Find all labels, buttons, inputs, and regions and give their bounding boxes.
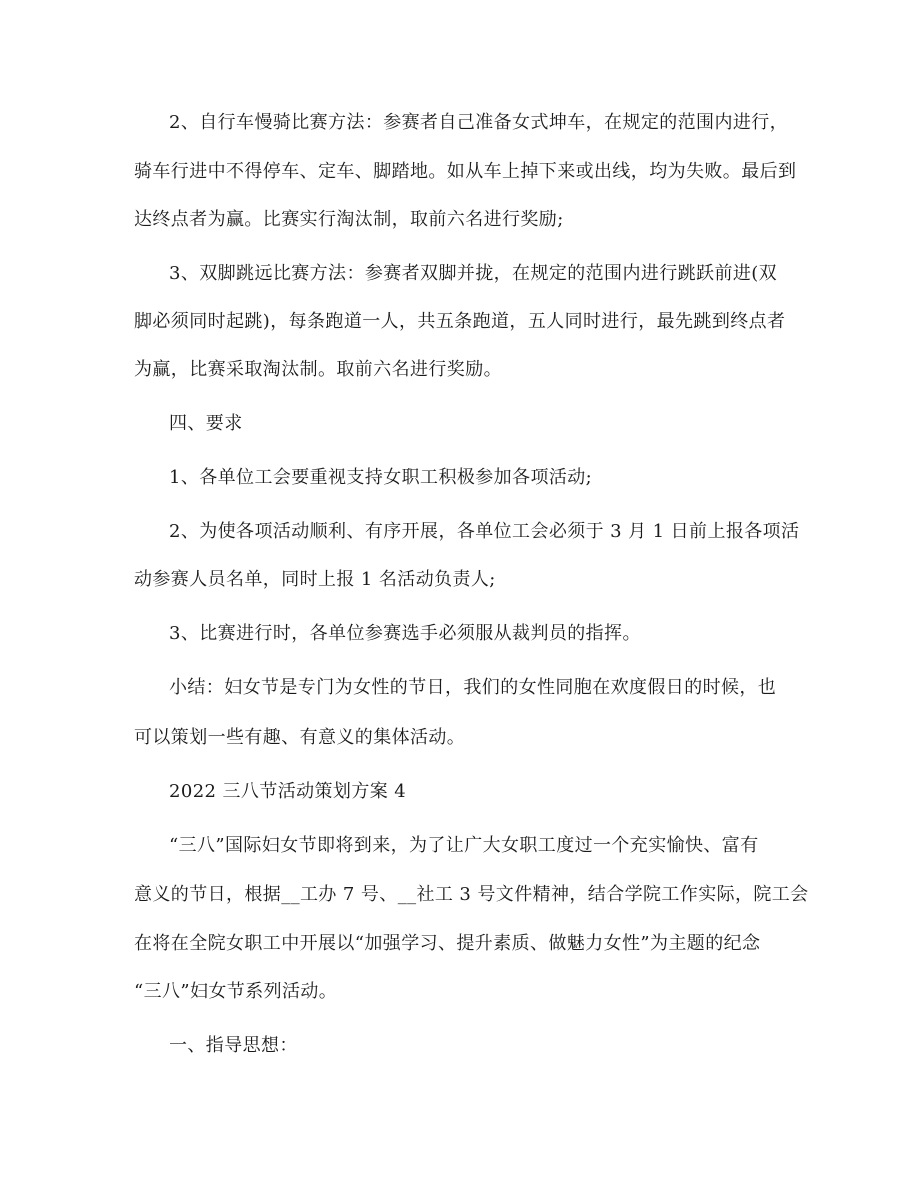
plan-title: 2022 三八节活动策划方案 4 xyxy=(169,781,407,802)
summary-line-2: 可以策划一些有趣、有意义的集体活动。 xyxy=(134,727,466,748)
paragraph-slow-bike-line-2: 骑车行进中不得停车、定车、脚踏地。如从车上掉下来或出线，均为失败。最后到 xyxy=(134,161,797,182)
intro-line-2: 意义的节日，根据__工办 7 号、__社工 3 号文件精神，结合学院工作实际，院工会 xyxy=(134,884,809,905)
intro-line-1: “三八”国际妇女节即将到来，为了让广大女职工度过一个充实愉快、富有 xyxy=(169,835,759,856)
intro-line-3: 在将在全院女职工中开展以“加强学习、提升素质、做魅力女性”为主题的纪念 xyxy=(134,933,761,954)
paragraph-jump-line-2: 脚必须同时起跳)，每条跑道一人，共五条跑道，五人同时进行，最先跳到终点者 xyxy=(134,311,786,332)
paragraph-slow-bike-line-3: 达终点者为赢。比赛实行淘汰制，取前六名进行奖励; xyxy=(134,209,564,230)
requirement-1: 1、各单位工会要重视支持女职工积极参加各项活动; xyxy=(169,467,593,488)
paragraph-jump-line-3: 为赢，比赛采取淘汰制。取前六名进行奖励。 xyxy=(134,359,502,380)
summary-line-1: 小结：妇女节是专门为女性的节日，我们的女性同胞在欢度假日的时候，也 xyxy=(169,677,777,698)
requirement-2-line-2: 动参赛人员名单，同时上报 1 名活动负责人; xyxy=(134,569,496,590)
heading-requirements: 四、要求 xyxy=(169,413,243,434)
requirement-3: 3、比赛进行时，各单位参赛选手必须服从裁判员的指挥。 xyxy=(169,623,641,644)
paragraph-jump-line-1: 3、双脚跳远比赛方法：参赛者双脚并拢，在规定的范围内进行跳跃前进(双 xyxy=(169,263,778,284)
requirement-2-line-1: 2、为使各项活动顺利、有序开展，各单位工会必须于 3 月 1 日前上报各项活 xyxy=(169,521,800,542)
intro-line-4: “三八”妇女节系列活动。 xyxy=(134,981,338,1002)
paragraph-slow-bike-line-1: 2、自行车慢骑比赛方法：参赛者自己准备女式坤车，在规定的范围内进行， xyxy=(169,112,789,133)
heading-guiding-ideology: 一、指导思想： xyxy=(169,1035,298,1056)
